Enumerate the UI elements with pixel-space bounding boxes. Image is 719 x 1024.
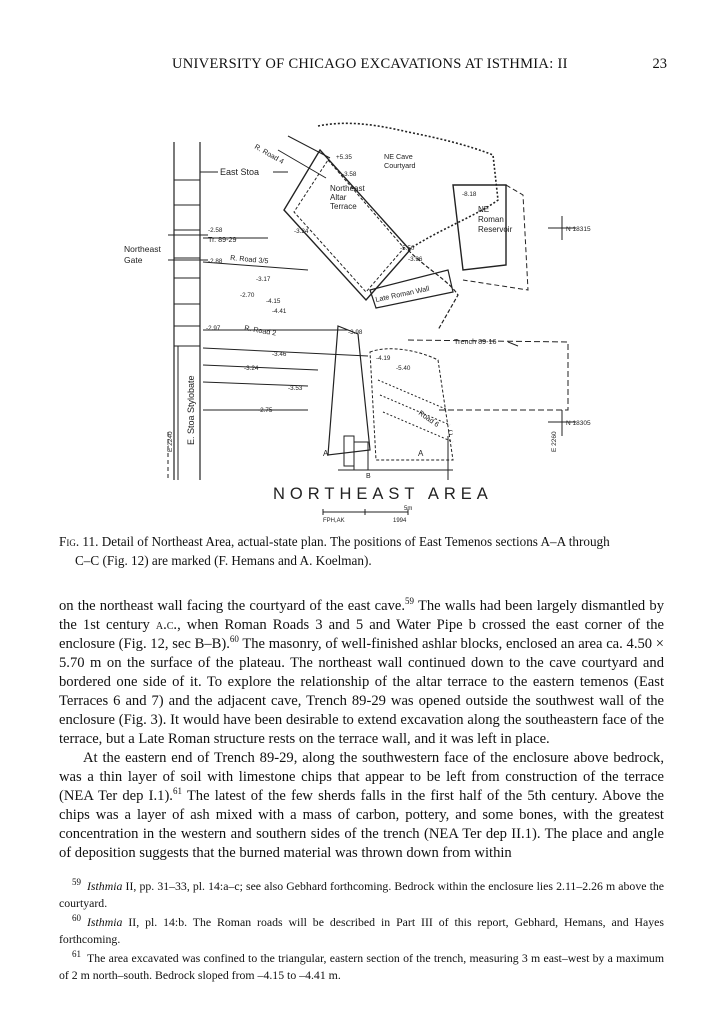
footnote-text: II, pl. 14:b. The Roman roads will be described in Part III of this report, Gebhard, Hemans, and Hayes forthcoming. [59,915,664,946]
label-n18305: N 18305 [566,420,591,427]
label-n18315: N 18315 [566,226,591,233]
elevation-label: -3.46 [272,351,287,358]
elevation-label: +5.35 [336,154,352,161]
elevation-label: -4.41 [272,308,287,315]
elevation-label: -5.40 [396,365,411,372]
text-run: At the eastern end of Trench 89-29, along the southwestern face of the enclosure above bedrock, was a thin layer of soil with limestone chips that appear to be left from construction of the terrace (NEA Ter dep I.1). [59,750,664,804]
elevation-label: -4.15 [266,298,281,305]
footnote-ref-title: Isthmia [87,915,123,929]
footnote: $^{60}$ Isthmia II, pl. 14:b. The Roman roads will be described in Part III of this report, Gebhard, Hemans, and Hayes forthcoming. [59,913,664,946]
label-east-stoa: East Stoa [220,167,260,177]
elevation-label: -3.17 [256,276,271,283]
elevation-label: -2.97 [206,325,221,332]
elevation-label: -2.58 [208,227,223,234]
area-title: NORTHEAST AREA [273,485,493,503]
elevation-label: -3.24 [294,228,309,235]
elevation-label: -5.50 [400,245,415,252]
label-reservoir-3: Reservoir [478,225,513,234]
label-altar-2: Altar [330,193,347,202]
label-road-2: R. Road 2 [243,323,278,338]
label-section-a1: A [323,449,329,458]
running-header [172,56,667,78]
label-e2240: E 2240 [167,431,174,452]
label-section-a2: A [418,449,424,458]
elevation-label: -8.18 [462,191,477,198]
era-abbrev: a.c. [155,617,178,633]
label-reservoir-1: NE [478,205,490,214]
label-ne-cave-1: NE Cave [384,152,413,161]
footnote-ref: 59 [405,596,415,607]
footnote: $^{61}$ The area excavated was confined to the triangular, eastern section of the trench, measuring 3 m east–west by a maximum of 2 m north–south. Bedrock sloped from –4.15 to –4.41 m. [59,949,664,982]
plan-figure [108,120,613,525]
label-ne-gate-1: Northeast [124,244,161,254]
label-e2260: E 2260 [551,431,558,452]
elevation-label: -3.53 [288,385,303,392]
body-text [59,597,664,863]
elevation-label: -3.24 [244,365,259,372]
label-late-roman-wall: Late Roman Wall [374,283,431,304]
label-altar-1: Northeast [330,184,365,193]
text-run: on the northeast wall facing the courtyard of the east cave. [59,598,406,614]
plan-drawing [108,120,613,525]
label-road-3-5: R. Road 3/5 [229,253,269,266]
elevation-label: -4.19 [376,355,391,362]
elevation-label: -3.58 [342,171,357,178]
label-ne-gate-2: Gate [124,255,143,265]
paragraph [59,749,664,863]
caption-label: Fig. 11. [59,534,99,549]
elevation-label: -3.98 [348,329,363,336]
footnote-ref: 61 [172,786,182,797]
elevation-label: -2.70 [240,292,255,299]
label-stoa-stylobate: E. Stoa Stylobate [186,375,196,445]
caption-line-1: Detail of Northeast Area, actual-state plan. The positions of East Temenos sections A–A through [101,534,610,549]
text-run: The walls had been largely dismantled by the 1st century [59,598,664,633]
footnote-ref-title: Isthmia [87,879,123,893]
caption-line-2: C–C (Fig. 12) are marked (F. Hemans and A. Koelman). [75,553,372,568]
label-road-4: R. Road 4 [253,141,286,166]
label-section-b: B [366,473,371,480]
elevation-label: -2.75 [258,407,273,414]
elevation-label: -2.88 [208,258,223,265]
footnotes [59,878,664,986]
text-run: The latest of the few sherds falls in the first half of the 5th century. Above the chips was a layer of ash mixed with a mass of carbon, pottery, and some bones, with the greatest concentration in the western and southern sides of the trench (NEA Ter dep II.1). The place and angle of deposition suggests that the burned material was thrown down from within [59,788,664,861]
label-trench-89-16: Trench 89-16 [454,337,497,346]
label-tr-89-29: Tr. 89-29 [208,235,237,244]
page-number: 23 [652,56,667,72]
footnote-text: II, pp. 31–33, pl. 14:a–c; see also Gebhard forthcoming. Bedrock within the enclosure lies 2.11–2.26 m above the courtyard. [59,879,664,910]
footnote-text: The area excavated was confined to the triangular, eastern section of the trench, measuring 3 m east–west by a maximum of 2 m north–south. Bedrock sloped from –4.15 to –4.41 m. [59,951,664,982]
label-altar-3: Terrace [330,202,357,211]
label-section-c: C [448,430,454,437]
running-title: UNIVERSITY OF CHICAGO EXCAVATIONS AT ISTHMIA: II [172,56,568,72]
text-run: , when Roman Roads 3 and 5 and Water Pipe b crossed the east corner of the enclosure (Fig. 12, sec B–B). [59,617,664,652]
label-ne-cave-2: Courtyard [384,161,416,170]
figure-caption [59,532,664,570]
footnote-ref: 60 [229,634,239,645]
footnote: $^{59}$ Isthmia II, pp. 31–33, pl. 14:a–c; see also Gebhard forthcoming. Bedrock within the enclosure lies 2.11–2.26 m above the courtyard. [59,877,664,910]
figure-credit: FPH,AK [323,518,345,524]
label-road-6: Road 6 [416,408,442,429]
paragraph [59,597,664,749]
figure-year: 1994 [393,518,407,524]
text-run: The masonry, of well-finished ashlar blocks, enclosed an area ca. 4.50 × 5.70 m on the surface of the plateau. The northeast wall continued down to the cave courtyard and bordered one side of it. To explore the relationship of the altar terrace to the eastern temenos (East Terraces 6 and 7) and the adjacent cave, Trench 89-29 was opened outside the southwest wall of the enclosure (Fig. 3). It would have been desirable to extend excavation along the southeastern face of the terrace, but a Late Roman structure rests on the terrace wall, and it was left in place. [59,636,664,747]
label-reservoir-2: Roman [478,215,504,224]
elevation-label: -3.96 [408,256,423,263]
scale-label: 5m [404,506,413,512]
